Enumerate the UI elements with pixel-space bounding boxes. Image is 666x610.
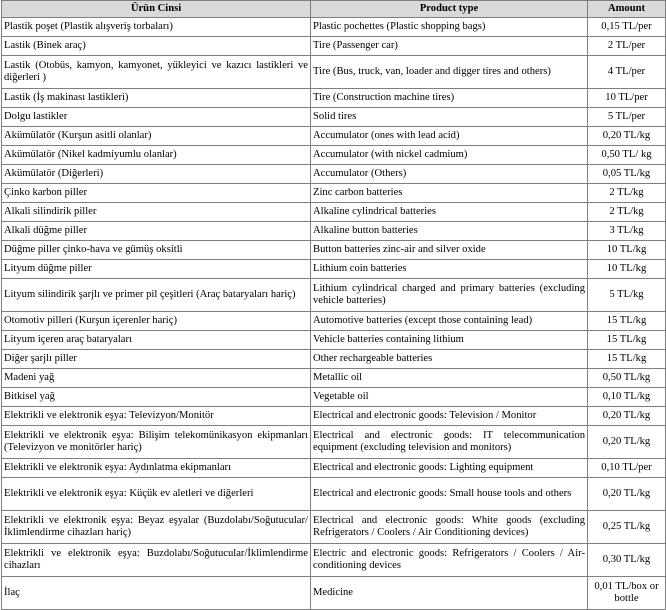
cell-product-tr: Çinko karbon piller (2, 184, 311, 203)
table-row (2, 511, 666, 544)
cell-amount: 0,05 TL/kg (588, 165, 666, 184)
cell-product-en: Alkaline button batteries (311, 222, 588, 241)
cell-amount: 0,20 TL/kg (588, 407, 666, 426)
cell-amount: 0,10 TL/per (588, 459, 666, 478)
table-row (2, 260, 666, 279)
cell-product-en: Electrical and electronic goods: White goods (excluding Refrigerators / Coolers / Air Conditioning devices) (311, 511, 588, 544)
table-row (2, 459, 666, 478)
cell-amount: 10 TL/kg (588, 260, 666, 279)
table-row (2, 544, 666, 577)
table-row (2, 37, 666, 56)
header-row (2, 1, 666, 18)
cell-amount: 0,25 TL/kg (588, 511, 666, 544)
table-row (2, 369, 666, 388)
header-amount: Amount (588, 1, 666, 18)
cell-product-tr: Bitkisel yağ (2, 388, 311, 407)
cell-product-en: Lithium coin batteries (311, 260, 588, 279)
cell-product-en: Accumulator (with nickel cadmium) (311, 146, 588, 165)
cell-product-en: Vegetable oil (311, 388, 588, 407)
table-row (2, 279, 666, 312)
table-row (2, 388, 666, 407)
table-row (2, 407, 666, 426)
table-row (2, 18, 666, 37)
table-row (2, 56, 666, 89)
cell-amount: 0,10 TL/kg (588, 388, 666, 407)
cell-product-en: Electrical and electronic goods: Lighting equipment (311, 459, 588, 478)
cell-amount: 0,01 TL/box or bottle (588, 577, 666, 610)
cell-product-tr: Düğme piller çinko-hava ve gümüş oksitli (2, 241, 311, 260)
table-row (2, 146, 666, 165)
table-row (2, 127, 666, 146)
cell-product-en: Metallic oil (311, 369, 588, 388)
cell-amount: 10 TL/kg (588, 241, 666, 260)
cell-product-tr: Akümülatör (Kurşun asitli olanlar) (2, 127, 311, 146)
cell-amount: 15 TL/kg (588, 331, 666, 350)
cell-product-tr: Elektrikli ve elektronik eşya: Bilişim telekomünikasyon ekipmanları (Televizyon ve monitörler hariç) (2, 426, 311, 459)
table-row (2, 203, 666, 222)
cell-product-tr: Dolgu lastikler (2, 108, 311, 127)
table-row (2, 108, 666, 127)
cell-product-tr: Otomotiv pilleri (Kurşun içerenler hariç) (2, 312, 311, 331)
cell-amount: 0,20 TL/kg (588, 478, 666, 511)
header-product-tr: Ürün Cinsi (2, 1, 311, 18)
cell-product-tr: İlaç (2, 577, 311, 610)
cell-amount: 0,30 TL/kg (588, 544, 666, 577)
cell-amount: 0,15 TL/per (588, 18, 666, 37)
cell-product-en: Vehicle batteries containing lithium (311, 331, 588, 350)
cell-amount: 15 TL/kg (588, 312, 666, 331)
table-row (2, 312, 666, 331)
cell-product-tr: Diğer şarjlı piller (2, 350, 311, 369)
table-row (2, 89, 666, 108)
cell-product-en: Medicine (311, 577, 588, 610)
cell-amount: 4 TL/per (588, 56, 666, 89)
cell-product-tr: Madeni yağ (2, 369, 311, 388)
cell-product-en: Alkaline cylindrical batteries (311, 203, 588, 222)
cell-product-en: Tire (Passenger car) (311, 37, 588, 56)
cell-amount: 2 TL/per (588, 37, 666, 56)
cell-amount: 2 TL/kg (588, 203, 666, 222)
cell-product-en: Plastic pochettes (Plastic shopping bags) (311, 18, 588, 37)
table-row (2, 184, 666, 203)
cell-product-tr: Lastik (İş makinası lastikleri) (2, 89, 311, 108)
cell-amount: 5 TL/per (588, 108, 666, 127)
table-row (2, 222, 666, 241)
cell-product-en: Accumulator (ones with lead acid) (311, 127, 588, 146)
cell-amount: 0,50 TL/ kg (588, 146, 666, 165)
cell-product-tr: Lastik (Otobüs, kamyon, kamyonet, yükleyici ve kazıcı lastikleri ve diğerleri ) (2, 56, 311, 89)
cell-product-en: Electrical and electronic goods: IT telecommunication equipment (excluding television and monitors) (311, 426, 588, 459)
table-row (2, 165, 666, 184)
cell-product-en: Electrical and electronic goods: Small house tools and others (311, 478, 588, 511)
cell-product-en: Electric and electronic goods: Refrigerators / Coolers / Air-conditioning devices (311, 544, 588, 577)
cell-amount: 3 TL/kg (588, 222, 666, 241)
cell-product-tr: Elektrikli ve elektronik eşya: Buzdolabı/Soğutucular/İklimlendirme cihazları (2, 544, 311, 577)
cell-product-tr: Plastik poşet (Plastik alışveriş torbaları) (2, 18, 311, 37)
cell-amount: 2 TL/kg (588, 184, 666, 203)
table-row (2, 331, 666, 350)
fee-table (1, 0, 666, 610)
cell-product-tr: Akümülatör (Diğerleri) (2, 165, 311, 184)
table-row (2, 241, 666, 260)
cell-amount: 5 TL/kg (588, 279, 666, 312)
cell-product-tr: Elektrikli ve elektronik eşya: Küçük ev aletleri ve diğerleri (2, 478, 311, 511)
cell-product-en: Lithium cylindrical charged and primary batteries (excluding vehicle batteries) (311, 279, 588, 312)
cell-product-en: Accumulator (Others) (311, 165, 588, 184)
cell-product-en: Tire (Construction machine tires) (311, 89, 588, 108)
cell-product-tr: Elektrikli ve elektronik eşya: Beyaz eşyalar (Buzdolabı/Soğutucular/İklimlendirme cihazları hariç) (2, 511, 311, 544)
table-row (2, 350, 666, 369)
cell-product-en: Other rechargeable batteries (311, 350, 588, 369)
cell-product-tr: Akümülatör (Nikel kadmiyumlu olanlar) (2, 146, 311, 165)
cell-product-tr: Lityum içeren araç bataryaları (2, 331, 311, 350)
cell-product-tr: Elektrikli ve elektronik eşya: Televizyon/Monitör (2, 407, 311, 426)
cell-product-en: Zinc carbon batteries (311, 184, 588, 203)
cell-amount: 15 TL/kg (588, 350, 666, 369)
cell-amount: 0,20 TL/kg (588, 127, 666, 146)
table-row (2, 478, 666, 511)
cell-product-tr: Alkali silindirik piller (2, 203, 311, 222)
cell-amount: 10 TL/per (588, 89, 666, 108)
cell-product-en: Button batteries zinc-air and silver oxide (311, 241, 588, 260)
cell-product-en: Solid tires (311, 108, 588, 127)
cell-product-en: Electrical and electronic goods: Television / Monitor (311, 407, 588, 426)
cell-product-tr: Lityum silindirik şarjlı ve primer pil çeşitleri (Araç bataryaları hariç) (2, 279, 311, 312)
cell-product-en: Automotive batteries (except those containing lead) (311, 312, 588, 331)
cell-product-tr: Lastik (Binek araç) (2, 37, 311, 56)
table-row (2, 577, 666, 610)
header-product-en: Product type (311, 1, 588, 18)
cell-product-en: Tire (Bus, truck, van, loader and digger tires and others) (311, 56, 588, 89)
cell-amount: 0,50 TL/kg (588, 369, 666, 388)
cell-product-tr: Lityum düğme piller (2, 260, 311, 279)
table-row (2, 426, 666, 459)
cell-product-tr: Elektrikli ve elektronik eşya: Aydınlatma ekipmanları (2, 459, 311, 478)
cell-product-tr: Alkali düğme piller (2, 222, 311, 241)
cell-amount: 0,20 TL/kg (588, 426, 666, 459)
